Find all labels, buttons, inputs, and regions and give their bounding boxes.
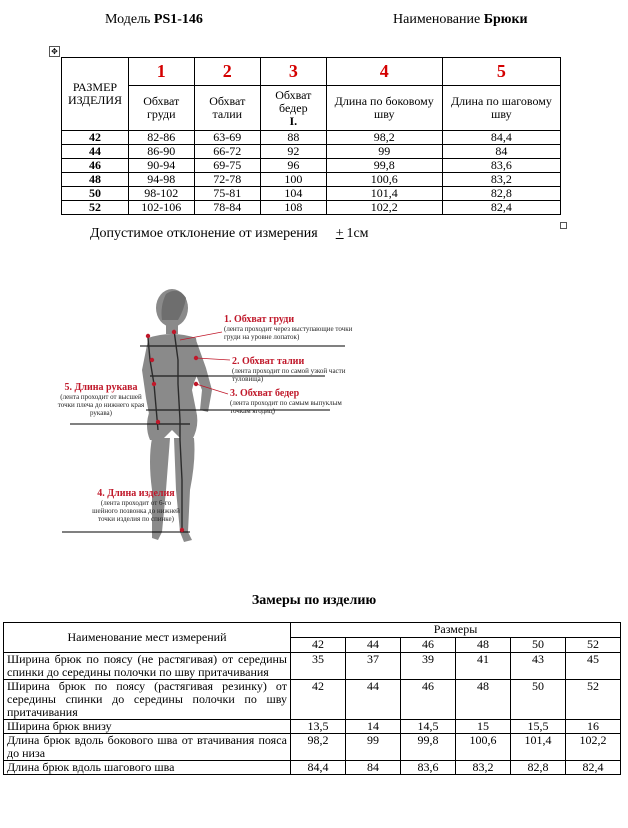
size-cell: 52: [62, 201, 129, 215]
measurement-value: 101,4: [511, 734, 566, 761]
measurement-value: 43: [511, 653, 566, 680]
size-cell: 50: [62, 187, 129, 201]
column-number: 1: [129, 58, 195, 86]
value-cell: 96: [261, 159, 327, 173]
label-waist-note: (лента проходит по самой узкой части туловища): [232, 367, 346, 383]
size-cell: 48: [62, 173, 129, 187]
measurement-value: 39: [401, 653, 456, 680]
model-value: PS1-146: [153, 12, 203, 27]
measurement-value: 48: [456, 680, 511, 720]
label-hips: [230, 388, 360, 415]
measurement-value: 100,6: [456, 734, 511, 761]
label-length-note: (лента проходит от 6-го шейного позвонка до нижней точки изделия по спинке): [92, 499, 180, 523]
name-header: [4, 623, 291, 653]
size-column-header: 44: [346, 638, 401, 653]
table-move-handle-icon[interactable]: ✥: [49, 46, 60, 57]
value-cell: 66-72: [194, 145, 261, 159]
value-cell: 108: [261, 201, 327, 215]
value-cell: 83,6: [442, 159, 560, 173]
tolerance-text: Допустимое отклонение от измерения: [90, 226, 318, 241]
label-sleeve-note: (лента проходит от высшей точки плеча до нижнего края рукава): [57, 393, 145, 417]
size-cell: 46: [62, 159, 129, 173]
value-cell: 100,6: [326, 173, 442, 187]
name-header-text: Наименование мест измерений: [67, 630, 227, 644]
measurement-name: Ширина брюк по поясу (не растягивая) от середины спинки до середины полочки по шву притачивания: [4, 653, 291, 680]
column-number: 2: [194, 58, 261, 86]
value-cell: 92: [261, 145, 327, 159]
size-cell: 42: [62, 131, 129, 145]
measurement-value: 83,6: [401, 761, 456, 775]
size-column-header: 42: [291, 638, 346, 653]
measurement-figure: [50, 280, 360, 570]
measurement-value: 45: [566, 653, 621, 680]
measurement-value: 99: [346, 734, 401, 761]
size-table: [61, 57, 561, 215]
plus-minus-sign: +: [335, 226, 344, 241]
column-number: 4: [326, 58, 442, 86]
sizes-header: Размеры: [291, 623, 621, 638]
measurement-row: [4, 720, 621, 734]
measurement-value: 99,8: [401, 734, 456, 761]
size-row: [62, 159, 561, 173]
label-length: [88, 488, 184, 523]
label-length-title: 4. Длина изделия: [97, 488, 175, 499]
label-sleeve-title: 5. Длина рукава: [64, 382, 138, 393]
value-cell: 78-84: [194, 201, 261, 215]
label-sleeve: [56, 382, 146, 417]
measurement-value: 83,2: [456, 761, 511, 775]
value-cell: 90-94: [129, 159, 195, 173]
size-column-header: 46: [401, 638, 456, 653]
value-cell: 84,4: [442, 131, 560, 145]
size-column-header: 50: [511, 638, 566, 653]
measurements-table: [3, 622, 621, 775]
size-column-header: 52: [566, 638, 621, 653]
label-hips-title: 3. Обхват бедер: [230, 388, 300, 399]
measurement-value: 37: [346, 653, 401, 680]
measurement-value: 41: [456, 653, 511, 680]
measurement-value: 102,2: [566, 734, 621, 761]
model-label: Модель: [105, 12, 151, 27]
column-header: [261, 86, 327, 131]
value-cell: 72-78: [194, 173, 261, 187]
column-header: Обхват груди: [129, 86, 195, 131]
measurement-value: 84,4: [291, 761, 346, 775]
hip-header-text: Обхват бедер: [275, 87, 312, 115]
measurement-value: 15,5: [511, 720, 566, 734]
measurement-value: 82,4: [566, 761, 621, 775]
measurement-name: Длина брюк вдоль шагового шва: [4, 761, 291, 775]
size-row: [62, 131, 561, 145]
name-label: Наименование: [393, 12, 481, 27]
value-cell: 75-81: [194, 187, 261, 201]
measurement-value: 16: [566, 720, 621, 734]
value-cell: 82,4: [442, 201, 560, 215]
value-cell: 101,4: [326, 187, 442, 201]
measurement-value: 14,5: [401, 720, 456, 734]
value-cell: 102,2: [326, 201, 442, 215]
name-line: [393, 12, 528, 28]
size-row: [62, 145, 561, 159]
column-number: 3: [261, 58, 327, 86]
table-resize-handle[interactable]: [560, 222, 567, 229]
value-cell: 82-86: [129, 131, 195, 145]
value-cell: 63-69: [194, 131, 261, 145]
measurement-row: [4, 734, 621, 761]
measurement-row: [4, 761, 621, 775]
measurement-name: Ширина брюк внизу: [4, 720, 291, 734]
measurement-value: 84: [346, 761, 401, 775]
column-header: Длина по боковому шву: [326, 86, 442, 131]
column-number: 5: [442, 58, 560, 86]
measurement-value: 52: [566, 680, 621, 720]
size-row: [62, 173, 561, 187]
value-cell: 94-98: [129, 173, 195, 187]
measurement-value: 82,8: [511, 761, 566, 775]
value-cell: 104: [261, 187, 327, 201]
tolerance-note: [90, 226, 369, 242]
measurement-value: 50: [511, 680, 566, 720]
column-header: Длина по шаговому шву: [442, 86, 560, 131]
value-cell: 102-106: [129, 201, 195, 215]
measurement-value: 15: [456, 720, 511, 734]
name-value: Брюки: [483, 12, 528, 27]
value-cell: 99: [326, 145, 442, 159]
measurement-name: Ширина брюк по поясу (растягивая резинку) от середины спинки до середины полочки по шву притачивания: [4, 680, 291, 720]
size-header: РАЗМЕР ИЗДЕЛИЯ: [62, 58, 129, 131]
label-hips-note: (лента проходит по самым выпуклым точкам ягодиц): [230, 399, 342, 415]
measurement-row: [4, 653, 621, 680]
label-waist: [232, 356, 352, 383]
label-waist-title: 2. Обхват талии: [232, 356, 305, 367]
size-row: [62, 201, 561, 215]
value-cell: 100: [261, 173, 327, 187]
value-cell: 88: [261, 131, 327, 145]
tolerance-value: 1см: [346, 226, 369, 241]
size-row: [62, 187, 561, 201]
measurement-value: 44: [346, 680, 401, 720]
measurement-value: 42: [291, 680, 346, 720]
value-cell: 84: [442, 145, 560, 159]
model-line: [105, 12, 203, 28]
column-header: Обхват талии: [194, 86, 261, 131]
measurement-value: 13,5: [291, 720, 346, 734]
value-cell: 98-102: [129, 187, 195, 201]
measurement-name: Длина брюк вдоль бокового шва от втачивания пояса до низа: [4, 734, 291, 761]
label-chest-note: (лента проходит через выступающие точки груди на уровне лопаток): [224, 325, 353, 341]
measurement-value: 14: [346, 720, 401, 734]
value-cell: 69-75: [194, 159, 261, 173]
hip-header-suffix: I.: [289, 113, 298, 128]
measurement-value: 35: [291, 653, 346, 680]
value-cell: 82,8: [442, 187, 560, 201]
value-cell: 86-90: [129, 145, 195, 159]
measurement-value: 46: [401, 680, 456, 720]
measurement-row: [4, 680, 621, 720]
value-cell: 83,2: [442, 173, 560, 187]
size-column-header: 48: [456, 638, 511, 653]
label-chest-title: 1. Обхват груди: [224, 314, 295, 325]
value-cell: 98,2: [326, 131, 442, 145]
measurement-value: 98,2: [291, 734, 346, 761]
value-cell: 99,8: [326, 159, 442, 173]
label-chest: [224, 314, 354, 341]
size-cell: 44: [62, 145, 129, 159]
measurements-title: Замеры по изделию: [251, 593, 377, 608]
